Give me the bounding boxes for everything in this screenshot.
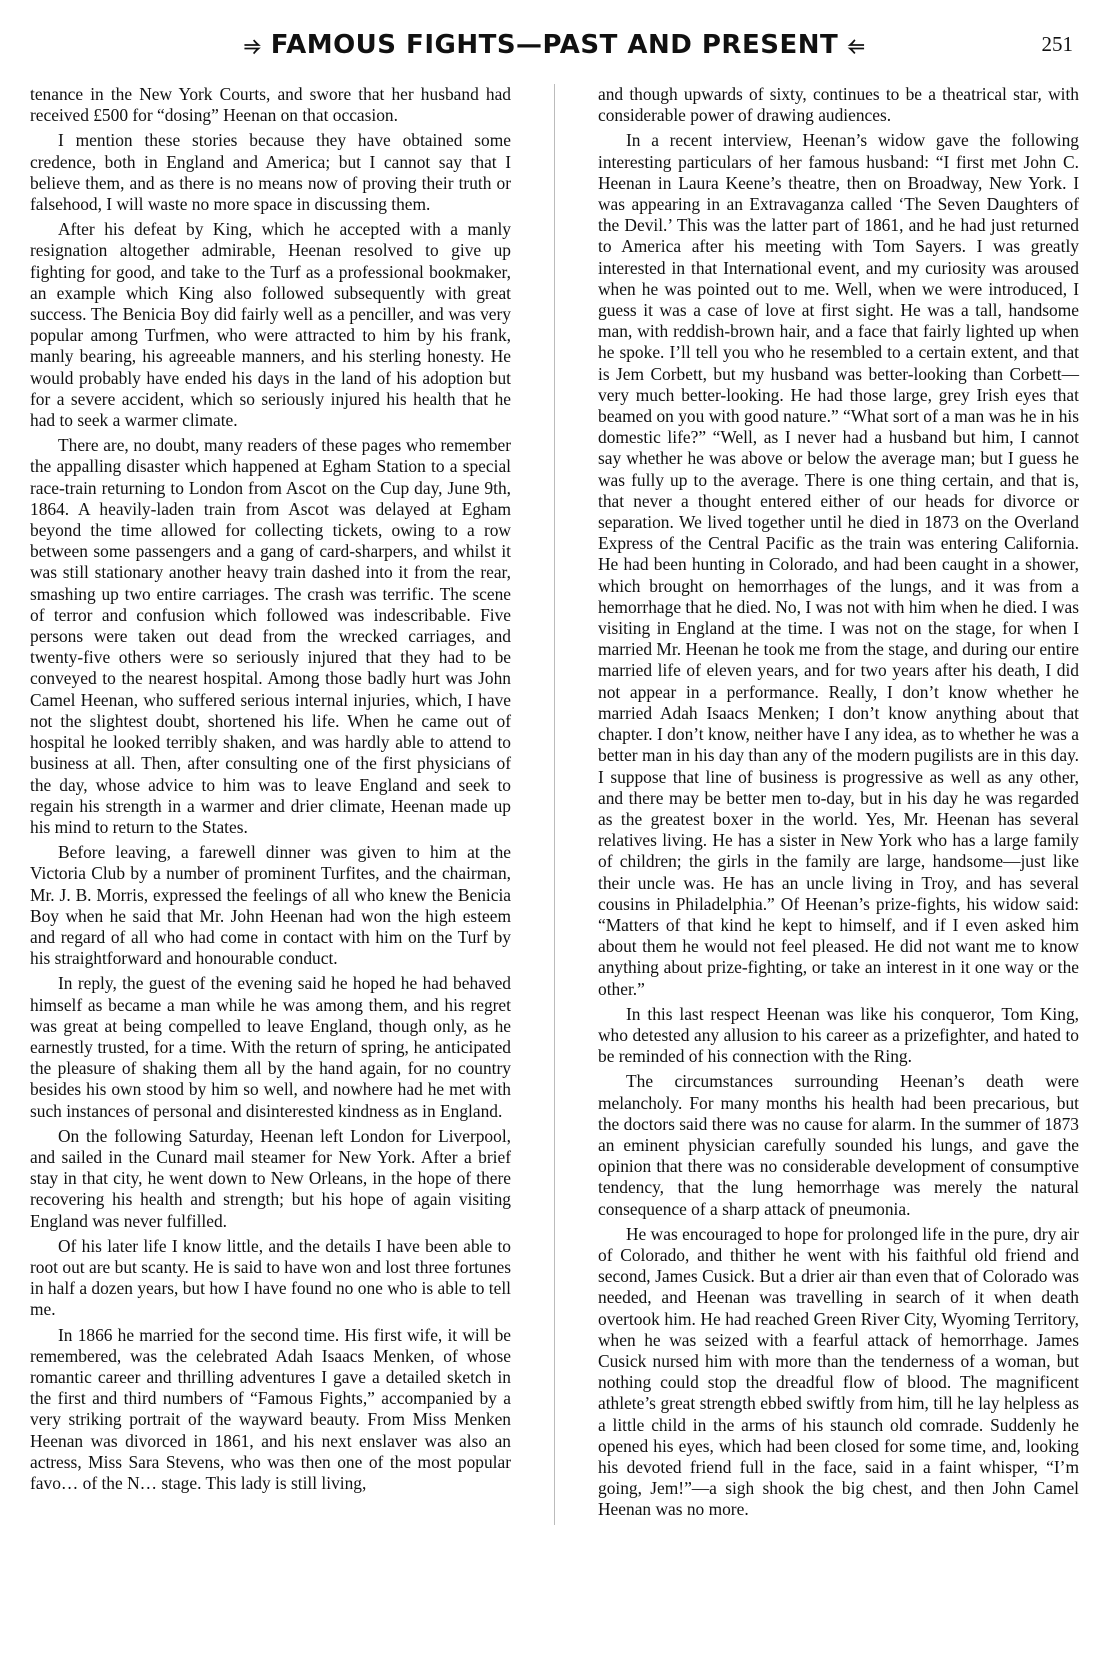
paragraph: The circumstances surrounding Heenan’s death were melancholy. For many months his health had been precarious, but the doctors said there was no cause for alarm. In the summer of 1873 an eminent physician carefully sounded his lungs, and gave the opinion that there was no considerable development of consumptive tendency, that the lung hemorrhage was merely the natural consequence of a sharp attack of pneumonia. (598, 1071, 1079, 1219)
left-flourish-icon: ⥤ (244, 33, 261, 57)
right-column (598, 84, 1079, 1525)
paragraph: In this last respect Heenan was like his conqueror, Tom King, who detested any allusion to his career as a prizefighter, and hated to be reminded of his connection with the Ring. (598, 1003, 1079, 1067)
right-flourish-icon: ⥢ (848, 33, 865, 57)
paragraph: On the following Saturday, Heenan left London for Liverpool, and sailed in the Cunard mail steamer for New York. After a brief stay in that city, he went down to New Orleans, in the hope of there recovering his health and strength; but his hope of again visiting England was never fulfilled. (30, 1125, 511, 1231)
paragraph: He was encouraged to hope for prolonged life in the pure, dry air of Colorado, and thither he went with his faithful old friend and second, James Cusick. But a drier air than even that of Colorado was needed, and Heenan was travelling in search of it when death overtook him. He had reached Green River City, Wyoming Territory, when he was seized with a fearful attack of hemorrhage. James Cusick nursed him with more than the tenderness of a woman, but nothing could stop the dreadful flow of blood. The magnificent athlete’s great strength ebbed swiftly from him, till he lay helpless as a little child in the arms of his staunch old comrade. Suddenly he opened his eyes, which had been closed for some time, and, looking his devoted friend full in the face, said in a faint whisper, “I’m going, Jem!”—a sigh shook the big chest, and then John Camel Heenan was no more. (598, 1223, 1079, 1520)
text-columns (30, 84, 1079, 1525)
paragraph: and though upwards of sixty, continues to be a theatrical star, with considerable power of drawing audiences. (598, 84, 1079, 126)
paragraph: After his defeat by King, which he accepted with a manly resignation altogether admirable, Heenan resolved to give up fighting for good, and take to the Turf as a professional bookmaker, an example which King also followed subsequently with great success. The Benicia Boy did fairly well as a penciller, and was very popular among Turfmen, who were attracted to him by his frank, manly bearing, his agreeable manners, and his sterling honesty. He would probably have ended his days in the land of his adoption but for a severe accident, which so seriously injured his health that he had to seek a warmer climate. (30, 219, 511, 431)
paragraph: Before leaving, a farewell dinner was given to him at the Victoria Club by a number of prominent Turfites, and the chairman, Mr. J. B. Morris, expressed the feelings of all who knew the Benicia Boy when he said that Mr. John Heenan had won the high esteem and regard of all who had come in contact with him on the Turf by his straightforward and honourable conduct. (30, 842, 511, 969)
paragraph: In 1866 he married for the second time. His first wife, it will be remembered, was the celebrated Adah Isaacs Menken, of whose romantic career and thrilling adventures I gave a detailed sketch in the first and third numbers of “Famous Fights,” accompanied by a very striking portrait of the wayward beauty. From Miss Menken Heenan was divorced in 1861, and his next enslaver was also an actress, Miss Sara Stevens, who was then one of the most popular favo… of the N… stage. This lady is still living, (30, 1324, 511, 1493)
page-number: 251 (1041, 32, 1073, 56)
paragraph: tenance in the New York Courts, and swore that her husband had received £500 for “dosing” Heenan on that occasion. (30, 84, 511, 126)
running-head-title: FAMOUS FIGHTS—PAST AND PRESENT (270, 30, 839, 60)
page-header (30, 26, 1079, 72)
column-divider (554, 84, 555, 1525)
paragraph: Of his later life I know little, and the details I have been able to root out are but scanty. He is said to have won and lost three fortunes in half a dozen years, but how I have found no one who is able to tell me. (30, 1235, 511, 1320)
paragraph: There are, no doubt, many readers of these pages who remember the appalling disaster which happened at Egham Station to a special race-train returning to London from Ascot on the Cup day, June 9th, 1864. A heavily-laden train from Ascot was delayed at Egham beyond the time allowed for collecting tickets, owing to a row between some passengers and a gang of card-sharpers, and whilst it was still stationary another heavy train dashed into it from the rear, smashing up two entire carriages. The crash was terrific. The scene of terror and confusion which followed was indescribable. Five persons were taken out dead from the wrecked carriages, and twenty-five others were so seriously injured that they had to be conveyed to the nearest hospital. Among those badly hurt was John Camel Heenan, who suffered serious internal injuries, which, I have not the slightest doubt, shortened his life. When he came out of hospital he looked terribly shaken, and was hardly able to attend to business at all. Then, after consulting one of the first physicians of the day, whose advice to him was to leave England and seek to regain his strength in a warmer and drier climate, Heenan made up his mind to return to the States. (30, 435, 511, 837)
paragraph: I mention these stories because they have obtained some credence, both in England and America; but I cannot say that I believe them, and as there is no means now of proving their truth or falsehood, I will waste no more space in discussing them. (30, 130, 511, 215)
paragraph: In a recent interview, Heenan’s widow gave the following interesting particulars of her famous husband: “I first met John C. Heenan in Laura Keene’s theatre, then on Broadway, New York. I was appearing in an Extravaganza called ‘The Seven Daughters of the Devil.’ This was the latter part of 1861, and he had just returned to America after his meeting with Tom Sayers. I was greatly interested in that International event, and my curiosity was aroused when he was pointed out to me. Well, when we were introduced, I guess it was a case of love at first sight. He was a tall, handsome man, with reddish-brown hair, and a face that fairly lighted up when he spoke. I’ll tell you who he resembled to a certain extent, and that is Jem Corbett, but my husband was better-looking than Corbett—very much better-looking. He had those large, grey Irish eyes that beamed on you with good nature.” “What sort of a man was he in his domestic life?” “Well, as I never had a husband but him, I cannot say whether he was above or below the average man; but I guess he was fully up to the average. There is one thing certain, and that is, that never a thought entered either of our heads for divorce or separation. We lived together until he died in 1873 on the Overland Express of the Central Pacific as the train was entering California. He had been hunting in Colorado, and had been caught in a shower, which brought on hemorrhages of the lungs, and it was from a hemorrhage that he died. No, I was not with him when he died. I was visiting in England at the time. I was not on the stage, for when I married Mr. Heenan he took me from the stage, and during our entire married life of eleven years, and for two years after his death, I did not appear in a performance. Really, I don’t know whether he married Adah Isaacs Menken; I don’t know anything about that chapter. I don’t know, neither have I any idea, as to whether he was a better man in his day than any of the modern pugilists are in this day. I suppose that line of business is progressive as well as any other, and there may be better men to-day, but in his day he was regarded as the greatest boxer in the world. Yes, Mr. Heenan has several relatives living. He has a sister in New York who has a large family of children; the girls in the family are large, handsome—just like their uncle was. He has an uncle living in Troy, and has several cousins in Philadelphia.” Of Heenan’s prize-fights, his widow said: “Matters of that kind he kept to himself, and if I even asked him about them he would not feel pleased. He did not want me to know anything about prize-fighting, or take an interest in it one way or the other.” (598, 130, 1079, 999)
running-head (244, 30, 864, 60)
paragraph: In reply, the guest of the evening said he hoped he had behaved himself as became a man while he was among them, and his regret was great at being compelled to leave England, though only, as he earnestly trusted, for a time. With the return of spring, he anticipated the pleasure of shaking them all by the hand again, for no country besides his own stood by him so well, and nowhere had he met with such instances of personal and disinterested kindness as in England. (30, 973, 511, 1121)
left-column (30, 84, 511, 1525)
